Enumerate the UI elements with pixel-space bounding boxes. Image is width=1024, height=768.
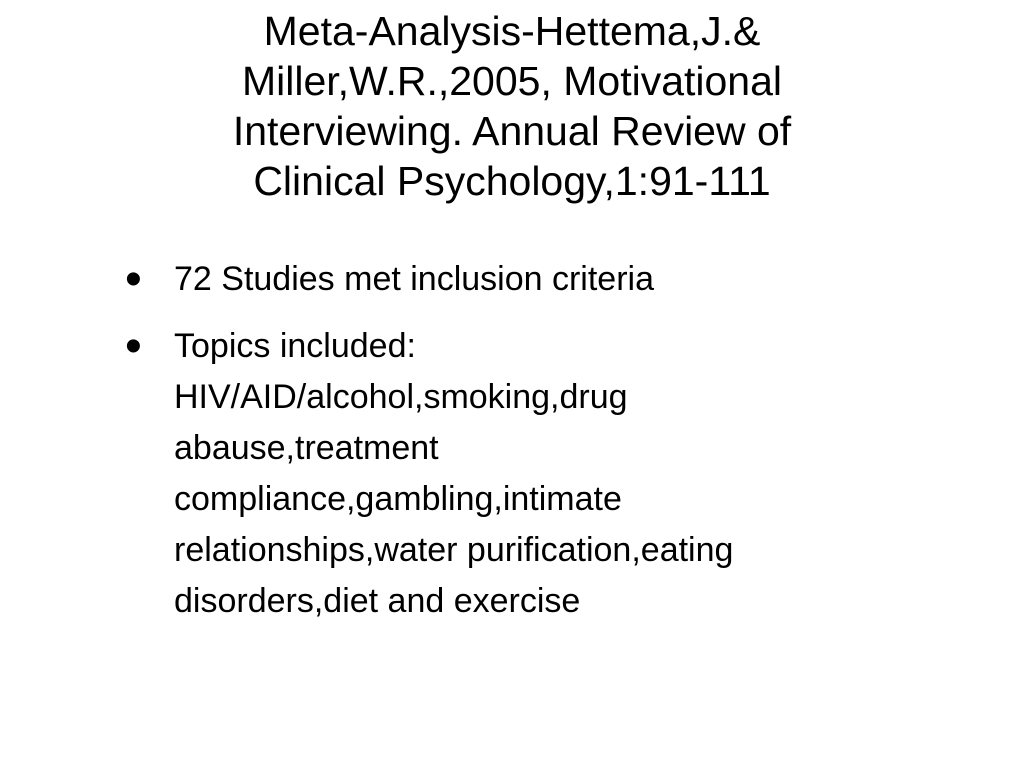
bullet-icon: • bbox=[125, 320, 142, 373]
bullet-text: compliance,gambling,intimate bbox=[174, 480, 622, 518]
bullet-text: Topics included: bbox=[174, 327, 416, 365]
bullet-text: relationships,water purification,eating bbox=[174, 531, 734, 569]
title-line: Clinical Psychology,1:91-111 bbox=[253, 158, 771, 204]
slide-title bbox=[130, 6, 894, 206]
title-line: Meta-Analysis-Hettema,J.& bbox=[263, 8, 761, 54]
bullet-list bbox=[125, 254, 995, 643]
bullet-text: 72 Studies met inclusion criteria bbox=[174, 260, 655, 298]
title-line: Miller,W.R.,2005, Motivational bbox=[241, 58, 783, 104]
title-line: Interviewing. Annual Review of bbox=[232, 108, 792, 154]
bullet-text: disorders,diet and exercise bbox=[174, 582, 581, 620]
bullet-text: abause,treatment bbox=[174, 429, 439, 467]
bullet-item-topics bbox=[125, 321, 995, 627]
bullet-icon: • bbox=[125, 253, 142, 306]
bullet-text: HIV/AID/alcohol,smoking,drug bbox=[174, 378, 628, 416]
bullet-item-studies bbox=[125, 254, 995, 305]
